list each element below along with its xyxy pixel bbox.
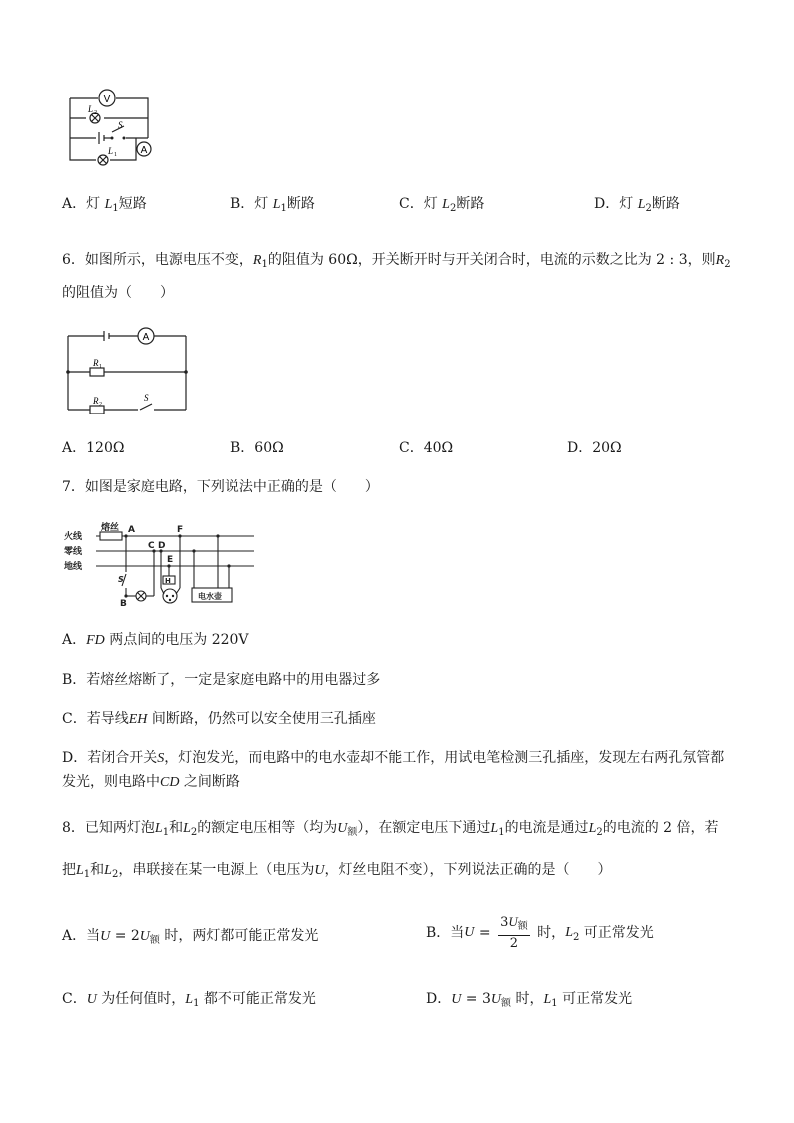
switch-label: S [118,120,123,130]
q7-option-c[interactable]: C．若导线EH 间断路，仍然可以安全使用三孔插座 [62,711,376,727]
q6-option-a[interactable]: A．120Ω [62,440,125,456]
point-f-label: F [177,525,184,535]
ground-wire-label: 地线 [64,562,83,572]
l2-label: L [88,104,94,114]
l1-sub: 1 [114,152,117,158]
fraction: $\frac{3U_额}{2}$ [500,914,528,951]
point-h-label: H [165,577,171,585]
q5-circuit-figure [62,88,162,170]
ammeter-label: A [140,145,148,156]
q8-stem-line2: 把$L_1$和$L_2$，串联接在某一电源上（电压为U，灯丝电阻不变），下列说法正确的是（ ） [62,862,612,880]
point-e-label: E [167,555,174,565]
q6-circuit-figure [64,324,190,414]
q6-ammeter-label: A [142,332,150,343]
q7-household-circuit-figure [64,518,256,610]
point-d-label: D [158,541,166,551]
l1-label: L [108,146,114,156]
q6-r2-label: R [93,396,99,406]
point-a-label: A [128,525,135,535]
live-wire-label: 火线 [64,532,83,542]
q6-option-c[interactable]: C．40Ω [399,440,454,456]
q6-option-d[interactable]: D．20Ω [567,440,622,456]
q6-r1-sub: 1 [99,364,102,370]
q6-stem-line2: 的阻值为（ ） [62,285,174,301]
q6-switch-label: S [144,393,149,403]
q7-option-d-line2[interactable]: 发光，则电路中CD 之间断路 [62,774,240,790]
q8-option-a[interactable]: A．当$U = 2U_额$ 时，两灯都可能正常发光 [62,928,319,946]
q5-option-d[interactable]: D．灯 $L_2$断路 [594,196,680,214]
q5-option-c[interactable]: C．灯 $L_2$断路 [399,196,485,214]
switch-s-label: S [118,575,124,584]
q7-option-a[interactable]: A．FD 两点间的电压为 220V [62,632,249,648]
q6-option-b[interactable]: B．60Ω [230,440,284,456]
q7-stem: 7．如图是家庭电路，下列说法中正确的是（ ） [62,479,379,495]
point-b-label: B [120,599,127,609]
q8-option-c[interactable]: C．U 为任何值时，$L_1$ 都不可能正常发光 [62,991,316,1009]
voltmeter-label: V [103,94,111,105]
q5-option-b[interactable]: B．灯 $L_1$断路 [230,196,315,214]
q5-option-a[interactable]: A．灯 $L_1$短路 [62,196,147,214]
q7-option-d-line1[interactable]: D．若闭合开关S，灯泡发光，而电路中的电水壶却不能工作，用试电笔检测三孔插座，发现左右两孔氖管都 [62,750,725,766]
point-c-label: C [148,541,155,551]
q6-stem-line1: 6．如图所示，电源电压不变，$R_1$的阻值为 60Ω，开关断开时与开关闭合时，电流的示数之比为 2 : 3，则$R_2$ [62,252,731,270]
kettle-label: 电水壶 [198,592,222,601]
fuse-label: 熔丝 [101,523,120,533]
l2-sub: 2 [94,110,97,116]
q8-stem-line1: 8．已知两灯泡$L_1$和$L_2$的额定电压相等（均为$U_额$），在额定电压下通过$L_1$的电流是通过$L_2$的电流的 2 倍，若 [62,820,719,838]
q8-option-b[interactable]: B．当U = $\frac{3U_额}{2}$ 时，$L_2$ 可正常发光 [426,914,654,951]
q6-r1-label: R [93,358,99,368]
q8-option-d[interactable]: D．$U = 3U_额$ 时，$L_1$ 可正常发光 [426,991,633,1009]
q6-r2-sub: 2 [99,402,102,408]
q7-option-b[interactable]: B．若熔丝熔断了，一定是家庭电路中的用电器过多 [62,672,381,688]
neutral-wire-label: 零线 [64,547,83,557]
